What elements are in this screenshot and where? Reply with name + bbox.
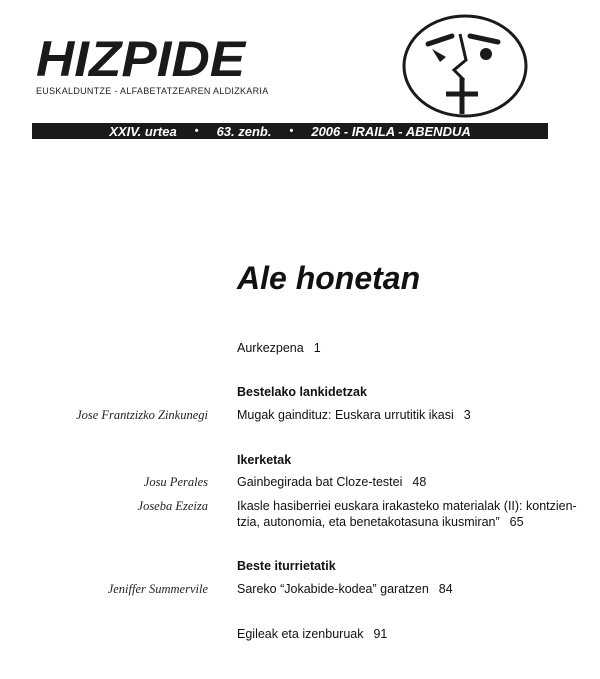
- toc-entry[interactable]: [237, 498, 587, 530]
- toc-entry-outro[interactable]: [237, 626, 387, 642]
- entry-page: 3: [463, 408, 471, 422]
- magazine-title: HIZPIDE: [36, 31, 246, 87]
- entry-page: 91: [373, 627, 388, 641]
- entry-title: Gainbegirada bat Cloze-testei: [237, 475, 403, 489]
- separator-dot: •: [289, 125, 294, 137]
- entry-author: Joseba Ezeiza: [137, 499, 208, 513]
- entry-title: Mugak gaindituz: Euskara urrutitik ikasi: [237, 408, 454, 422]
- issue-number: 63. zenb.: [216, 123, 272, 139]
- entry-page: 84: [438, 582, 453, 596]
- toc-entry[interactable]: [237, 581, 453, 597]
- section-heading: Bestelako lankidetzak: [237, 385, 367, 399]
- entry-page: 1: [313, 341, 321, 355]
- section-heading: Beste iturrietatik: [237, 559, 336, 573]
- issue-date: 2006 - IRAILA - ABENDUA: [311, 123, 471, 139]
- toc-heading: Ale honetan: [237, 260, 421, 296]
- face-logo-icon: [402, 14, 528, 118]
- entry-title: Egileak eta izenburuak: [237, 627, 364, 641]
- entry-author: Jeniffer Summervile: [107, 582, 208, 596]
- entry-title: Sareko “Jokabide-kodea” garatzen: [237, 582, 429, 596]
- entry-author: Jose Frantzizko Zinkunegi: [76, 408, 208, 422]
- entry-title-line-1: Ikasle hasiberriei euskara irakasteko materialak (II): kontzien-: [237, 499, 577, 513]
- entry-author: Josu Perales: [143, 475, 208, 489]
- entry-title: Aurkezpena: [237, 341, 304, 355]
- issue-year: XXIV. urtea: [109, 123, 177, 139]
- issue-info-bar: [32, 123, 548, 139]
- entry-page: 65: [509, 515, 524, 529]
- entry-title-line-2-text: tzia, autonomia, eta benetakotasuna ikusmiran”: [237, 515, 500, 529]
- magazine-subtitle: EUSKALDUNTZE - ALFABETATZEAREN ALDIZKARIA: [36, 86, 269, 96]
- toc-entry-intro[interactable]: [237, 340, 321, 356]
- section-heading: Ikerketak: [237, 453, 292, 467]
- entry-title-line-2: [237, 514, 587, 530]
- entry-page: 48: [412, 475, 427, 489]
- separator-dot: •: [194, 125, 199, 137]
- toc-entry[interactable]: [237, 474, 426, 490]
- toc-entry[interactable]: [237, 407, 471, 423]
